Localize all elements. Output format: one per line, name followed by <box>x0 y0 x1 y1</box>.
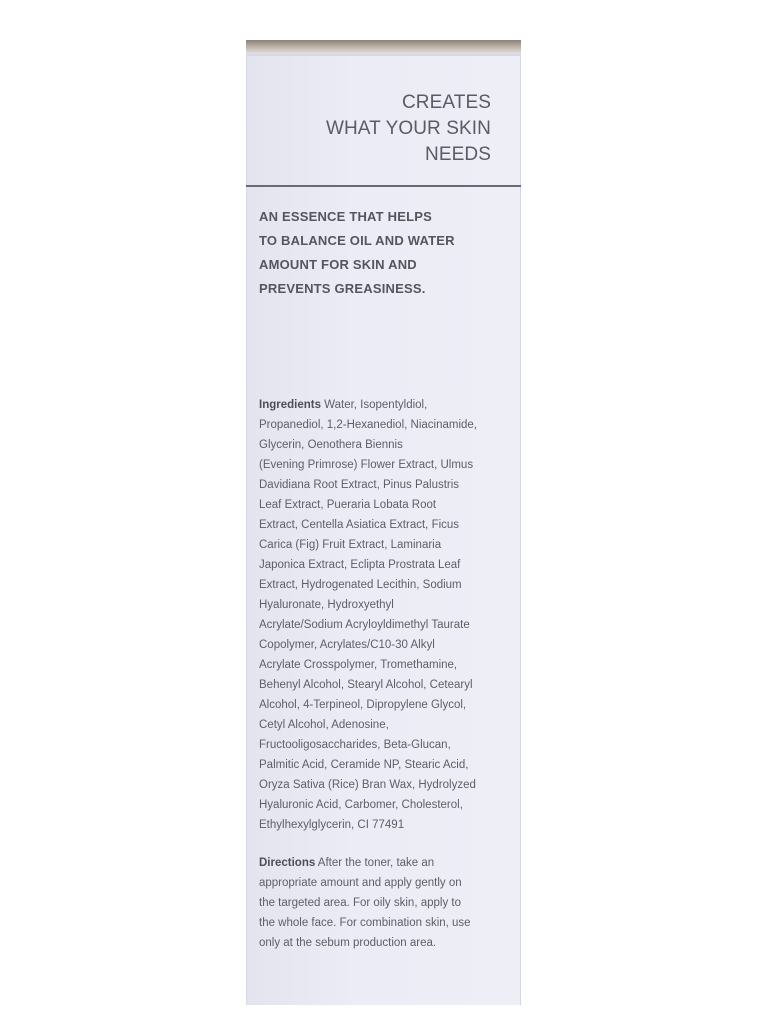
headline-line: CREATES <box>401 92 491 113</box>
ingredients-line: Carica (Fig) Fruit Extract, Laminaria <box>259 539 442 551</box>
ingredients-line: Extract, Centella Asiatica Extract, Ficus <box>259 519 460 531</box>
ingredients-line: (Evening Primrose) Flower Extract, Ulmus <box>259 459 474 471</box>
product-box-side <box>246 40 521 1005</box>
ingredients-text: Water, Isopentyldiol, <box>320 399 428 411</box>
headline-line: WHAT YOUR SKIN <box>325 118 491 139</box>
description-line: PREVENTS GREASINESS. <box>259 281 426 296</box>
directions-line <box>259 853 517 873</box>
directions-label: Directions <box>259 857 316 869</box>
headline <box>251 90 491 168</box>
ingredients-line <box>259 395 517 415</box>
ingredients-line: Davidiana Root Extract, Pinus Palustris <box>259 479 460 491</box>
ingredients-line: Acrylate/Sodium Acryloyldimethyl Taurate <box>259 619 470 631</box>
ingredients-label: Ingredients <box>259 399 321 411</box>
ingredients-line: Palmitic Acid, Ceramide NP, Stearic Acid, <box>259 759 469 771</box>
ingredients-line: Ethylhexylglycerin, CI 77491 <box>259 819 405 831</box>
description-line: AMOUNT FOR SKIN AND <box>259 257 417 272</box>
directions-text: After the toner, take an <box>315 857 435 869</box>
ingredients-line: Acrylate Crosspolymer, Tromethamine, <box>259 659 458 671</box>
ingredients-line: Cetyl Alcohol, Adenosine, <box>259 719 389 731</box>
ingredients-block <box>259 395 517 835</box>
ingredients-line: Leaf Extract, Pueraria Lobata Root <box>259 499 437 511</box>
ingredients-line: Hyaluronic Acid, Carbomer, Cholesterol, <box>259 799 463 811</box>
ingredients-line: Behenyl Alcohol, Stearyl Alcohol, Cetearyl <box>259 679 473 691</box>
directions-line: the whole face. For combination skin, use <box>259 917 471 929</box>
directions-line: the targeted area. For oily skin, apply to <box>259 897 461 909</box>
ingredients-line: Copolymer, Acrylates/C10-30 Alkyl <box>259 639 435 651</box>
description-line: AN ESSENCE THAT HELPS <box>259 209 432 224</box>
ingredients-line: Hyaluronate, Hydroxyethyl <box>259 599 394 611</box>
box-lid-edge <box>246 54 521 56</box>
directions-block <box>259 853 517 953</box>
description-line: TO BALANCE OIL AND WATER <box>259 233 455 248</box>
ingredients-line: Extract, Hydrogenated Lecithin, Sodium <box>259 579 462 591</box>
ingredients-line: Japonica Extract, Eclipta Prostrata Leaf <box>259 559 461 571</box>
directions-line: appropriate amount and apply gently on <box>259 877 462 889</box>
ingredients-line: Propanediol, 1,2-Hexanediol, Niacinamide, <box>259 419 477 431</box>
ingredients-line: Fructooligosaccharides, Beta-Glucan, <box>259 739 451 751</box>
headline-line: NEEDS <box>425 144 491 165</box>
box-lid-flap <box>246 40 521 54</box>
directions-line: only at the sebum production area. <box>259 937 437 949</box>
divider-rule <box>246 185 521 187</box>
ingredients-line: Alcohol, 4-Terpineol, Dipropylene Glycol, <box>259 699 467 711</box>
product-description <box>259 205 509 301</box>
ingredients-line: Glycerin, Oenothera Biennis <box>259 439 403 451</box>
ingredients-line: Oryza Sativa (Rice) Bran Wax, Hydrolyzed <box>259 779 476 791</box>
